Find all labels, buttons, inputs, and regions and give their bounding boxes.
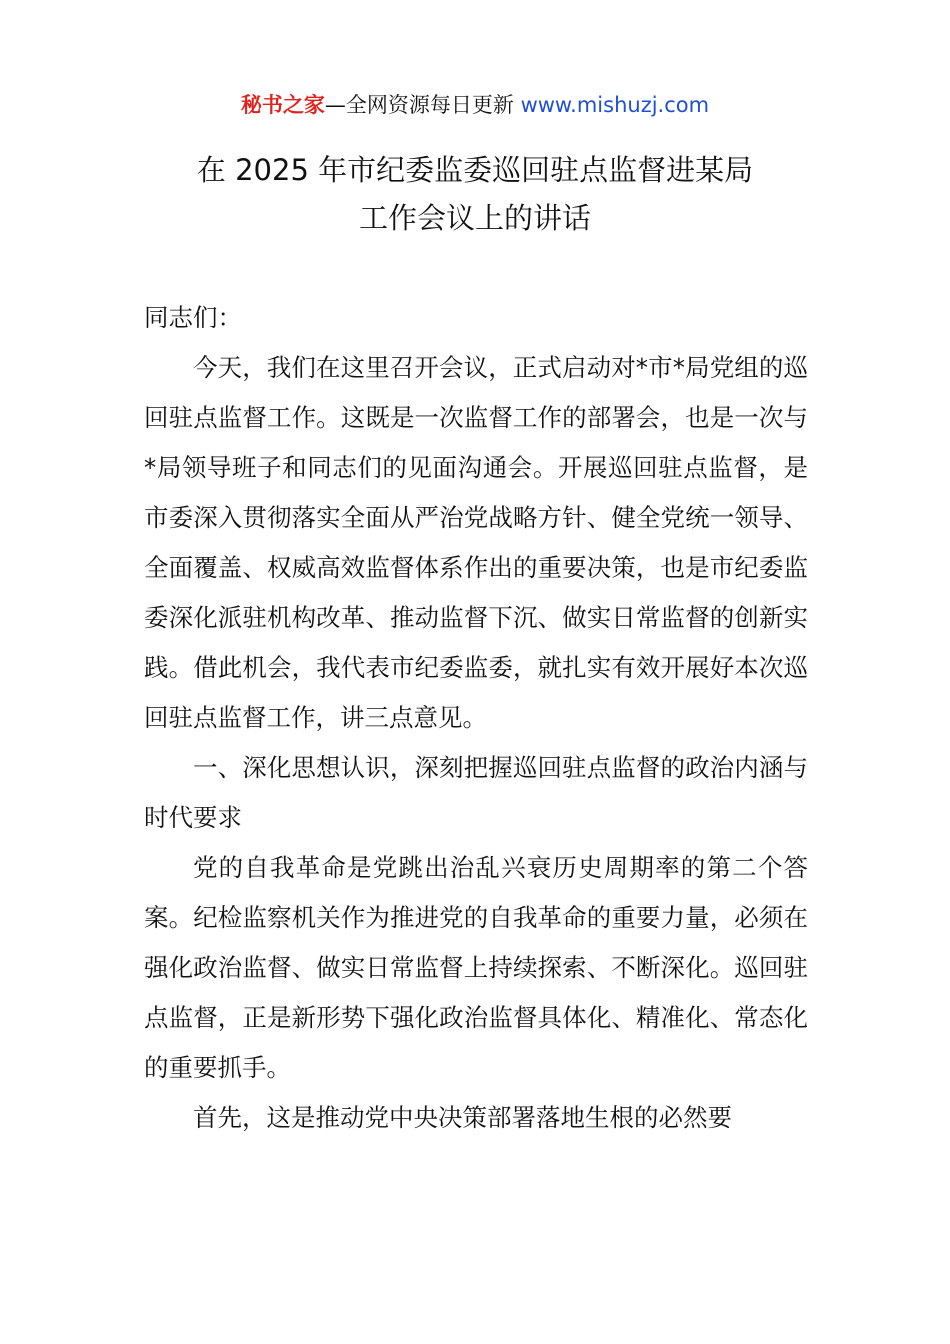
salutation: 同志们：	[144, 303, 242, 332]
watermark-header	[0, 88, 950, 122]
paragraph-first-point: 首先，这是推动党中央决策部署落地生根的必然要	[193, 1103, 732, 1132]
section-heading-1: 一、深化思想认识，深刻把握巡回驻点监督的政治内涵与时代要求	[144, 753, 808, 832]
header-url[interactable]: www.mishuzj.com	[520, 93, 710, 117]
header-brand: 秘书之家	[240, 93, 325, 117]
paragraph-intro: 今天，我们在这里召开会议，正式启动对*市*局党组的巡回驻点监督工作。这既是一次监督工作的部署会，也是一次与*局领导班子和同志们的见面沟通会。开展巡回驻点监督，是市委深入贯彻落实全面从严治党战略方针、健全党统一领导、全面覆盖、权威高效监督体系作出的重要决策，也是市纪委监委深化派驻机构改革、推动监督下沉、做实日常监督的创新实践。借此机会，我代表市纪委监委，就扎实有效开展好本次巡回驻点监督工作，讲三点意见。	[144, 353, 808, 732]
paragraph-section-1: 党的自我革命是党跳出治乱兴衰历史周期率的第二个答案。纪检监察机关作为推进党的自我革命的重要力量，必须在强化政治监督、做实日常监督上持续探索、不断深化。巡回驻点监督，正是新形势下强化政治监督具体化、精准化、常态化的重要抓手。	[144, 853, 808, 1082]
document-body	[144, 293, 808, 1143]
title-line-2: 工作会议上的讲话	[358, 201, 591, 235]
title-line-1: 在 2025 年市纪委监委巡回驻点监督进某局	[196, 153, 754, 187]
document-title	[0, 146, 950, 242]
header-tagline: —全网资源每日更新	[324, 93, 514, 117]
